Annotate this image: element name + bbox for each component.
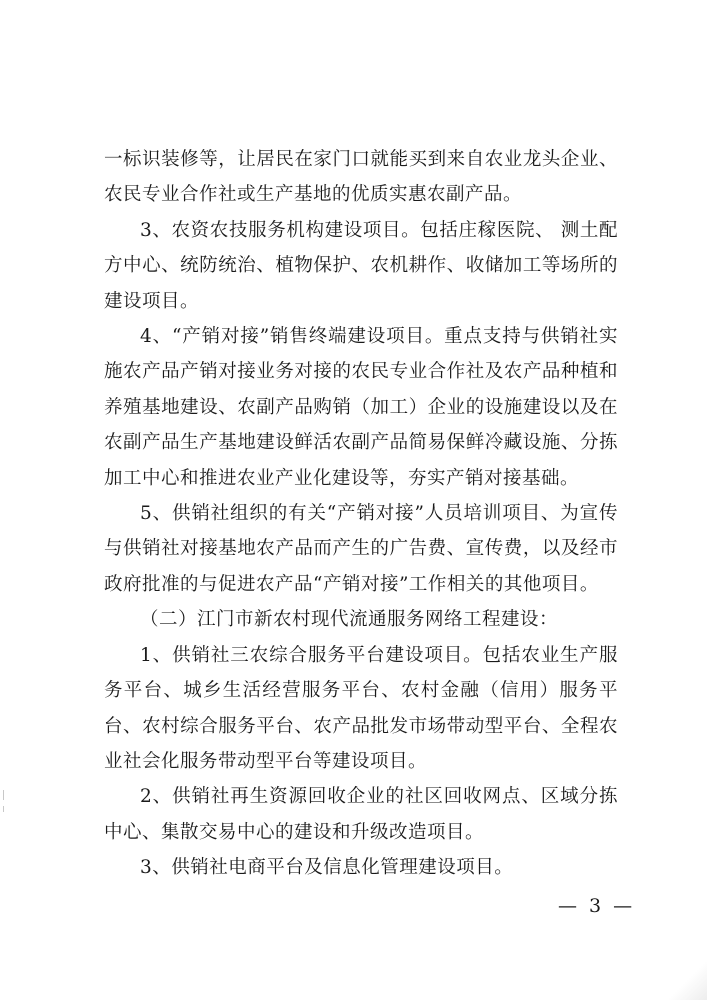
paragraph-item-4-sales-terminal: 4、“产销对接”销售终端建设项目。重点支持与供销社实施农产品产销对接业务对接的农民专业合作社及农产品种植和养殖基地建设、农副产品购销（加工）企业的设施建设以及在农副产品生产基地建设鲜活农副产品简易保鲜冷藏设施、分拣加工中心和推进农业产业化建设等，夯实产销对接基础。 [104,326,618,489]
paragraph-item-2-recycling: 2、供销社再生资源回收企业的社区回收网点、区域分拣中心、集散交易中心的建设和升级改造项目。 [104,786,618,843]
paragraph-item-5-training-promotion: 5、供销社组织的有关“产销对接”人员培训项目、为宣传与供销社对接基地农产品而产生的广告费、宣传费，以及经市政府批准的与促进农产品“产销对接”工作相关的其他项目。 [104,503,618,595]
section-heading-jiangmen-network: （二）江门市新农村现代流通服务网络工程建设： [140,609,559,631]
paragraph-continuation: 一标识装修等，让居民在家门口就能买到来自农业龙头企业、农民专业合作社或生产基地的优质实惠农副产品。 [104,149,618,206]
document-body [104,142,618,886]
paragraph-item-3-agri-tech-service: 3、农资农技服务机构建设项目。包括庄稼医院、 测土配方中心、统防统治、植物保护、农机耕作、收储加工等场所的建设项目。 [104,219,618,312]
scan-margin-mark [3,806,4,812]
paragraph-item-3-ecommerce: 3、供销社电商平台及信息化管理建设项目。 [140,857,514,879]
paragraph-item-1-service-platform: 1、供销社三农综合服务平台建设项目。包括农业生产服务平台、城乡生活经营服务平台、农村金融（信用）服务平台、农村综合服务平台、农产品批发市场带动型平台、全程农业社会化服务带动型平台等建设项目。 [104,644,618,772]
scan-corner-shadow [647,960,707,1000]
scan-margin-mark [3,790,4,800]
page-number: — 3 — [558,895,636,917]
